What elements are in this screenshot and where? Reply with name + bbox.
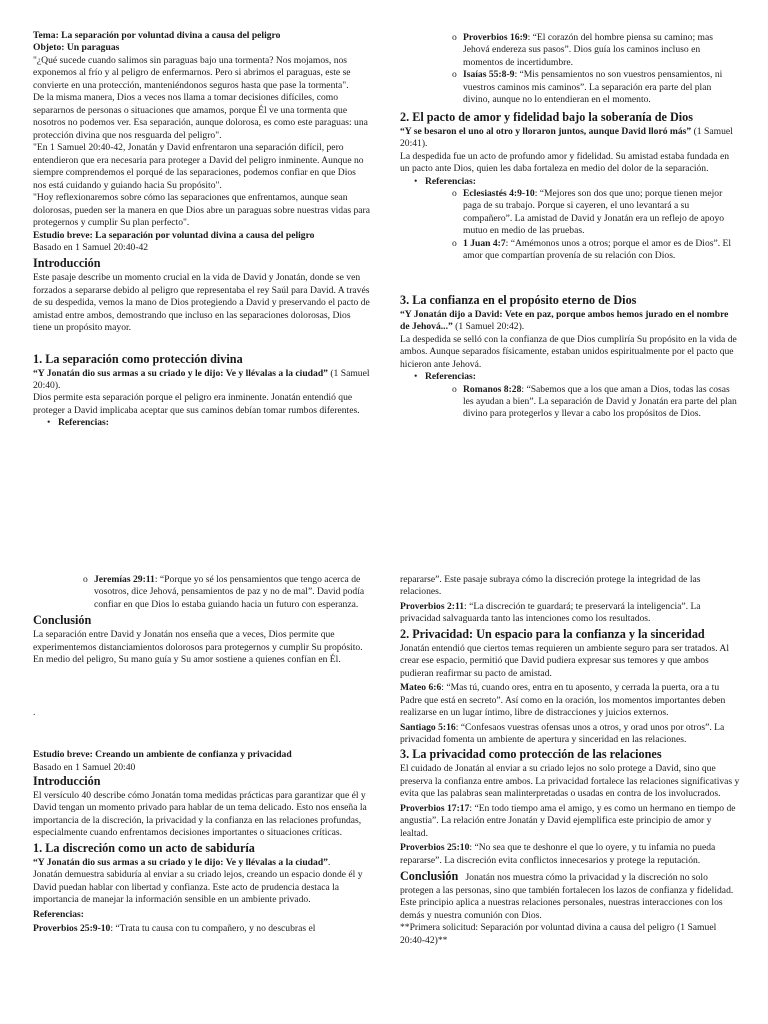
paragraph: El versículo 40 describe cómo Jonatán toma medidas prácticas para garantizar que él y David tengan un momento privado para hablar de un tema delicado. Esto nos enseña la importancia de la discreción, la privacidad y la confianza en las relaciones profundas, especialmente cuando enfrentamos decisiones importantes o situaciones críticas. [33,789,367,839]
stray-dot: . [33,706,36,718]
circle-marker: o [452,69,457,81]
paragraph: "En 1 Samuel 20:40-42, Jonatán y David enfrentaron una separación difícil, pero entendieron que era necesaria para proteger a David del peligro inminente. Aunque no siempre comprendemos el porqué de las separaciones, podemos confiar en que Dios nos está cuidando y guiando hacia Su propósito". [33,142,364,191]
column-top-right [400,32,740,421]
conclusion-paragraph: Conclusión Jonatán nos muestra cómo la privacidad y la discreción no solo protegen a las personas, sino que también fortalecen los lazos de confianza y fidelidad. Este principio aplica a nuestras relaciones personales, nuestras interacciones con los demás y nuestra comunión con Dios. [400,869,734,921]
bullet-marker: • [414,175,418,187]
request-note: **Primera solicitud: Separación por voluntad divina a causa del peligro (1 Samuel 20:40-42)** [400,922,717,946]
section-heading: Introducción [33,774,101,789]
bullet-marker: • [414,371,418,383]
section-heading: Introducción [33,256,101,271]
references-item: • Referencias: [414,371,476,383]
reference-item: o 1 Juan 4:7: “Amémonos unos a otros; porque el amor es de Dios”. El amor que compartían provenía de su relación con Dios. [452,237,732,262]
references-label: Referencias: [33,908,84,920]
objeto-heading: Objeto: Un paraguas [33,42,120,54]
column-top-left [33,30,370,430]
reference-item: o Isaías 55:8-9: “Mis pensamientos no son vuestros pensamientos, ni vuestros caminos mis caminos”. La separación era parte del plan divino, aunque no lo entendieran en el momento. [452,69,723,106]
verse-quote: “Y Jonatán dijo a David: Vete en paz, porque ambos hemos jurado en el nombre de Jehová...” (1 Samuel 20:42). [400,308,729,333]
section-heading: 2. Privacidad: Un espacio para la confianza y la sinceridad [400,626,705,641]
reference-line: Proverbios 2:11: “La discreción te guardará; te preservará la inteligencia”. La privacidad salvaguarda tanto las intenciones como los resultados. [400,600,701,625]
section-heading: 3. La confianza en el propósito eterno de Dios [400,292,637,307]
paragraph: "¿Qué sucede cuando salimos sin paraguas bajo una tormenta? Nos mojamos, nos exponemos al frío y al peligro de enfermarnos. Pero si abrimos el paraguas, este se convierte en una protección, manteniéndonos seguros hasta que pase la tormenta". [33,54,351,91]
circle-marker: o [83,574,88,585]
tema-heading: Tema: La separación por voluntad divina a causa del peligro [33,30,281,41]
paragraph: Jonatán entendió que ciertos temas requieren un ambiente seguro para ser tratados. Al crear ese espacio, permitió que David pudiera expresar sus temores y que ambos pudieran reafirmar su pacto de amistad. [400,642,730,679]
verse-quote: “Y Jonatán dio sus armas a su criado y le dijo: Ve y llévalas a la ciudad”. [33,856,331,868]
paragraph: "Hoy reflexionaremos sobre cómo las separaciones que enfrentamos, aunque sean dolorosas, pueden ser la manera en que Dios abre un paraguas sobre nuestras vidas para protegernos y cumplir Su plan perfecto". [33,192,370,229]
paragraph: La despedida se selló con la confianza de que Dios cumpliría Su propósito en la vida de ambos. Aunque separados físicamente, estaban unidos espiritualmente por el pacto que hicieron ante Jehová. [400,333,737,370]
references-item: • Referencias: [47,417,109,429]
verse-quote: “Y Jonatán dio sus armas a su criado y le dijo: Ve y llévalas a la ciudad” (1 Samuel 20:40). [33,367,370,391]
reference-item: o Jeremías 29:11: “Porque yo sé los pensamientos que tengo acerca de vosotros, dice Jehová, pensamientos de paz y no de mal”. David podía confiar en que Dios lo estaba guiando hacia un futuro con esperanza. [83,574,365,610]
reference-line: Proverbios 17:17: “En todo tiempo ama el amigo, y es como un hermano en tiempo de angustia”. La relación entre Jonatán y David ejemplifica este principio de amor y lealtad. [400,802,736,839]
paragraph: De la misma manera, Dios a veces nos llama a tomar decisiones difíciles, como separarnos de personas o situaciones que amamos, porque Él ve una tormenta que nosotros no podemos ver. Esa separación, aunque dolorosa, es como este paraguas: una protección divina que nos resguarda del peligro". [33,92,368,141]
section-heading: 1. La discreción como un acto de sabiduría [33,840,255,855]
section-heading: Conclusión [33,613,92,628]
verse-quote: “Y se besaron el uno al otro y lloraron juntos, aunque David lloró más” (1 Samuel 20:41). [400,125,733,150]
study-basis: Basado en 1 Samuel 20:40-42 [33,241,149,253]
reference-line: Proverbios 25:10: “No sea que te deshonre el que lo oyere, y tu infamia no pueda repararse”. La discreción evita conflictos innecesarios y protege la reputación. [400,842,716,866]
study-title: Estudio breve: La separación por voluntad divina a causa del peligro [33,229,315,241]
study-title: Estudio breve: Creando un ambiente de confianza y privacidad [33,749,292,761]
circle-marker: o [452,32,457,43]
reference-item: o Eclesiastés 4:9-10: “Mejores son dos que uno; porque tienen mejor paga de su trabajo. Porque si cayeren, el uno levantará a su compañero”. La amistad de David y Jonatán era un reflejo de apoyo mutuo en medio de las pruebas. [452,188,725,237]
references-item: • Referencias: [414,175,476,187]
reference-line: Mateo 6:6: “Mas tú, cuando ores, entra en tu aposento, y cerrada la puerta, ora a tu Padre que está en secreto”. Así como en la oración, los momentos importantes deben realizarse en un lugar íntimo, libre de distracciones y juicios externos. [400,682,726,719]
section-heading: Conclusión [400,869,459,884]
circle-marker: o [452,188,457,200]
reference-line: Santiago 5:16: “Confesaos vuestras ofensas unos a otros, y orad unos por otros”. La privacidad fomenta un ambiente de apertura y sinceridad en las relaciones. [400,721,725,746]
column-bottom-right [400,574,740,947]
paragraph: La separación entre David y Jonatán nos enseña que a veces, Dios permite que experimentemos distanciamientos dolorosos para protegernos y cumplir Su propósito. En medio del peligro, Su mano guía y Su amor sostiene a quienes confían en Él. [33,629,363,666]
section-heading: 2. El pacto de amor y fidelidad bajo la soberanía de Dios [400,109,693,124]
bullet-marker: • [47,417,51,429]
paragraph: Jonatán demuestra sabiduría al enviar a su criado lejos, creando un espacio donde él y David puedan hablar con libertad y confianza. Este acto de prudencia destaca la importancia de manejar la información sensible en un ambiente privado. [33,869,363,906]
section-heading: 3. La privacidad como protección de las relaciones [400,747,662,762]
paragraph: El cuidado de Jonatán al enviar a su criado lejos no solo protege a David, sino que preserva la confianza entre ambos. La privacidad fortalece las relaciones significativas y evita que las palabras sean malinterpretadas o usadas en contra de los involucrados. [400,763,740,800]
study-basis: Basado en 1 Samuel 20:40 [33,761,136,773]
reference-line: Proverbios 25:9-10: “Trata tu causa con tu compañero, y no descubras el [33,923,316,935]
paragraph: La despedida fue un acto de profundo amor y fidelidad. Su amistad estaba fundada en un pacto ante Dios, quien les daba fortaleza en medio del dolor de la separación. [400,150,730,175]
column-bottom-left [33,574,370,935]
section-heading: 1. La separación como protección divina [33,351,243,366]
paragraph: repararse”. Este pasaje subraya cómo la discreción protege la integridad de las relaciones. [400,574,701,598]
reference-item: o Proverbios 16:9: “El corazón del hombre piensa su camino; mas Jehová endereza sus pasos”. Dios guía los caminos incluso en momentos de incertidumbre. [452,32,713,68]
paragraph: Este pasaje describe un momento crucial en la vida de David y Jonatán, donde se ven forzados a separarse debido al peligro que representaba el rey Saúl para David. A través de su despedida, vemos la mano de Dios protegiendo a David y preservando el pacto de amistad entre ambos, demostrando que incluso en las separaciones dolorosas, Dios tiene un propósito mayor. [33,272,370,334]
circle-marker: o [452,237,457,249]
paragraph: Dios permite esta separación porque el peligro era inminente. Jonatán entendió que proteger a David implicaba aceptar que sus caminos debían tomar rumbos diferentes. [33,392,360,416]
reference-item: o Romanos 8:28: “Sabemos que a los que aman a Dios, todas las cosas les ayudan a bien”. La separación de David y Jonatán era parte del plan divino para protegerlos y llevar a cabo los propósitos de Dios. [452,383,737,420]
circle-marker: o [452,383,457,395]
